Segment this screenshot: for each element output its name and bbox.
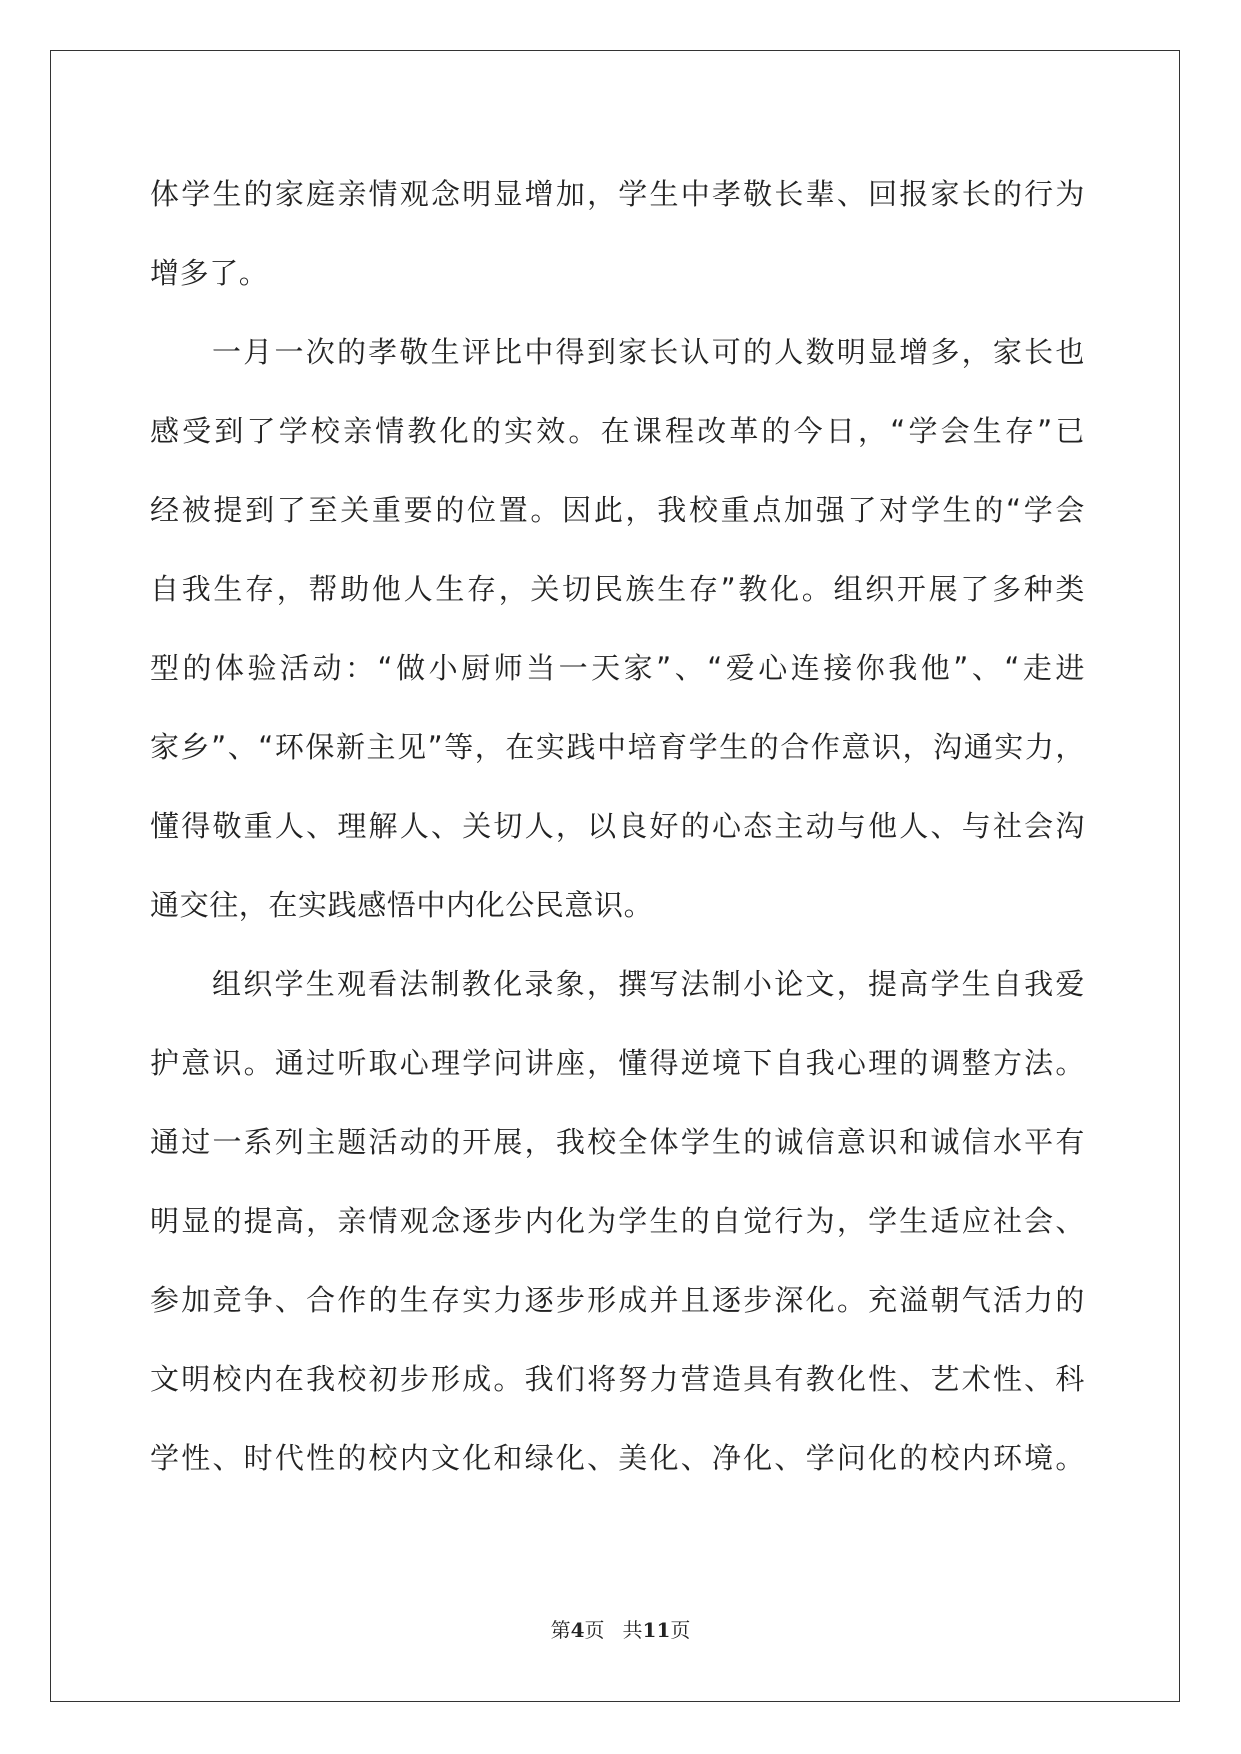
page-footer (0, 1614, 1241, 1643)
footer-total-prefix: 共 (622, 1618, 643, 1642)
text-line: 经被提到了至关重要的位置。因此，我校重点加强了对学生的“学会 (150, 493, 1085, 527)
text-line: 明显的提高，亲情观念逐步内化为学生的自觉行为，学生适应社会、 (150, 1204, 1085, 1238)
footer-page-suffix: 页 (584, 1618, 605, 1642)
total-page-number: 11 (642, 1618, 671, 1642)
document-body (150, 155, 1085, 1498)
text-line: 组织学生观看法制教化录象，撰写法制小论文，提高学生自我爱 (212, 967, 1085, 1001)
text-line: 自我生存，帮助他人生存，关切民族生存”教化。组织开展了多种类 (150, 572, 1085, 606)
text-line: 型的体验活动：“做小厨师当一天家”、“爱心连接你我他”、“走进 (150, 651, 1085, 685)
text-line: 护意识。通过听取心理学问讲座，懂得逆境下自我心理的调整方法。 (150, 1046, 1085, 1080)
footer-prefix: 第 (550, 1618, 571, 1642)
current-page-number: 4 (570, 1618, 585, 1642)
text-line: 一月一次的孝敬生评比中得到家长认可的人数明显增多，家长也 (212, 335, 1085, 369)
text-line: 增多了。 (150, 256, 269, 290)
text-line: 体学生的家庭亲情观念明显增加，学生中孝敬长辈、回报家长的行为 (150, 177, 1085, 211)
text-line: 懂得敬重人、理解人、关切人，以良好的心态主动与他人、与社会沟 (150, 809, 1085, 843)
text-line: 文明校内在我校初步形成。我们将努力营造具有教化性、艺术性、科 (150, 1362, 1085, 1396)
text-line: 学性、时代性的校内文化和绿化、美化、净化、学问化的校内环境。 (150, 1441, 1085, 1475)
text-line: 家乡”、“环保新主见”等，在实践中培育学生的合作意识，沟通实力， (150, 730, 1085, 764)
footer-total-suffix: 页 (670, 1618, 691, 1642)
text-line: 感受到了学校亲情教化的实效。在课程改革的今日，“学会生存”已 (150, 414, 1085, 448)
text-line: 通过一系列主题活动的开展，我校全体学生的诚信意识和诚信水平有 (150, 1125, 1085, 1159)
text-line: 参加竞争、合作的生存实力逐步形成并且逐步深化。充溢朝气活力的 (150, 1283, 1085, 1317)
text-line: 通交往，在实践感悟中内化公民意识。 (150, 888, 654, 922)
